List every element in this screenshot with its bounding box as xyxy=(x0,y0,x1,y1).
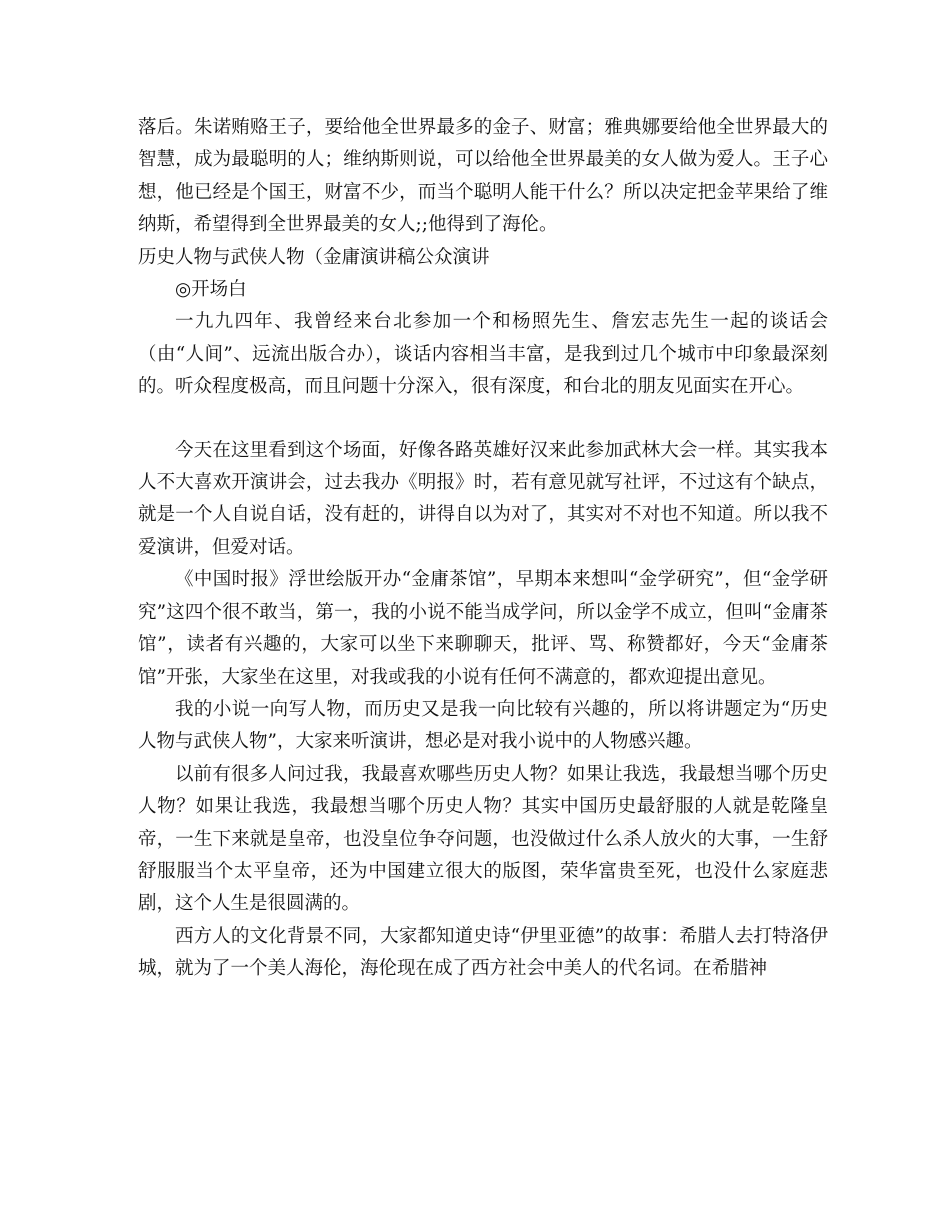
paragraph-6: 西方人的文化背景不同，大家都知道史诗“伊里亚德”的故事：希腊人去打特洛伊城，就为了一个美人海伦，海伦现在成了西方社会中美人的代名词。在希腊神 xyxy=(138,925,828,980)
continued-paragraph: 落后。朱诺贿赂王子，要给他全世界最多的金子、财富；雅典娜要给他全世界最大的智慧，成为最聪明的人；维纳斯则说，可以给他全世界最美的女人做为爱人。王子心想，他已经是个国王，财富不少，而当个聪明人能干什么？所以决定把金苹果给了维纳斯，希望得到全世界最美的女人;;他得到了海伦。 xyxy=(138,117,828,236)
paragraph-3: 《中国时报》浮世绘版开办“金庸茶馆”，早期本来想叫“金学研究”，但“金学研究”这四个很不敢当，第一，我的小说不能当成学问，所以金学不成立，但叫“金庸茶馆”，读者有兴趣的，大家可以坐下来聊聊天，批评、骂、称赞都好，今天“金庸茶馆”开张，大家坐在这里，对我或我的小说有任何不满意的，都欢迎提出意见。 xyxy=(138,569,828,688)
document-body xyxy=(138,112,828,986)
paragraph-5: 以前有很多人问过我，我最喜欢哪些历史人物？如果让我选，我最想当哪个历史人物？如果让我选，我最想当哪个历史人物？其实中国历史最舒服的人就是乾隆皇帝，一生下来就是皇帝，也没皇位争夺问题，也没做过什么杀人放火的大事，一生舒舒服服当个太平皇帝，还为中国建立很大的版图，荣华富贵至死，也没什么家庭悲剧，这个人生是很圆满的。 xyxy=(138,763,828,915)
section-heading: 历史人物与武侠人物（金庸演讲稿公众演讲 xyxy=(138,246,490,268)
paragraph-1: 一九九四年、我曾经来台北参加一个和杨照先生、詹宏志先生一起的谈话会（由“人间”、远流出版合办），谈话内容相当丰富，是我到过几个城市中印象最深刻的。听众程度极高，而且问题十分深入，很有深度，和台北的朋友见面实在开心。 xyxy=(138,311,828,398)
paragraph-2: 今天在这里看到这个场面，好像各路英雄好汉来此参加武林大会一样。其实我本人不大喜欢开演讲会，过去我办《明报》时，若有意见就写社评，不过这有个缺点，就是一个人自说自话，没有赶的，讲得自以为对了，其实对不对也不知道。所以我不爱演讲，但爱对话。 xyxy=(138,439,828,558)
paragraph-4: 我的小说一向写人物，而历史又是我一向比较有兴趣的，所以将讲题定为“历史人物与武侠人物”，大家来听演讲，想必是对我小说中的人物感兴趣。 xyxy=(138,698,828,753)
section-subheading: ◎开场白 xyxy=(175,279,247,301)
